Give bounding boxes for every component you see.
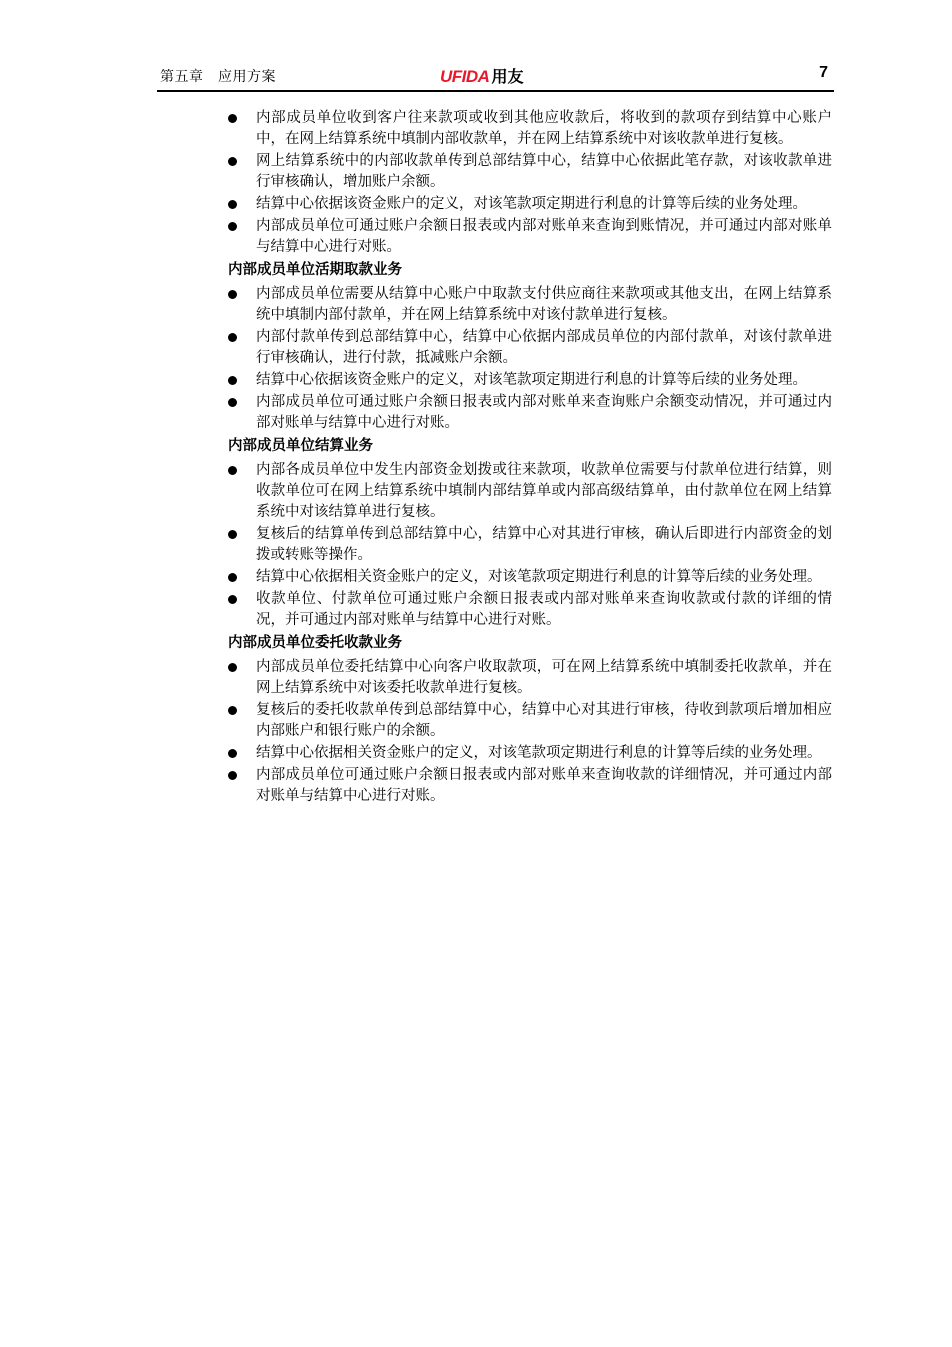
list-item <box>228 392 832 434</box>
list-item <box>228 108 832 150</box>
list-item-text: 内部成员单位收到客户往来款项或收到其他应收款后，将收到的款项存到结算中心账户中，在网上结算系统中填制内部收款单，并在网上结算系统中对该收款单进行复核。 <box>256 110 832 147</box>
bullet-icon <box>228 376 237 385</box>
section-title-entrusted-collection: 内部成员单位委托收款业务 <box>228 635 402 651</box>
page-header <box>157 64 834 92</box>
bullet-icon <box>228 333 237 342</box>
list-item <box>228 460 832 523</box>
list-item-text: 内部成员单位需要从结算中心账户中取款支付供应商往来款项或其他支出，在网上结算系统中填制内部付款单，并在网上结算系统中对该付款单进行复核。 <box>256 286 832 323</box>
list-item-text: 结算中心依据相关资金账户的定义，对该笔款项定期进行利息的计算等后续的业务处理。 <box>256 569 822 585</box>
section-bullet-list <box>228 657 832 807</box>
bullet-icon <box>228 290 237 299</box>
list-item <box>228 743 832 764</box>
section-title-demand-withdrawal: 内部成员单位活期取款业务 <box>228 262 402 278</box>
list-item <box>228 284 832 326</box>
list-item <box>228 194 832 215</box>
bullet-icon <box>228 663 237 672</box>
bullet-icon <box>228 114 237 123</box>
list-item <box>228 765 832 807</box>
list-item-text: 内部成员单位可通过账户余额日报表或内部对账单来查询收款的详细情况，并可通过内部对账单与结算中心进行对账。 <box>256 767 832 804</box>
list-item <box>228 589 832 631</box>
list-item <box>228 216 832 258</box>
list-item-text: 网上结算系统中的内部收款单传到总部结算中心，结算中心依据此笔存款，对该收款单进行审核确认，增加账户余额。 <box>256 153 832 190</box>
list-item <box>228 327 832 369</box>
bullet-icon <box>228 706 237 715</box>
section-title-settlement: 内部成员单位结算业务 <box>228 438 373 454</box>
list-item-text: 复核后的委托收款单传到总部结算中心，结算中心对其进行审核，待收到款项后增加相应内部账户和银行账户的余额。 <box>256 702 832 739</box>
ufida-logo <box>440 64 523 87</box>
chapter-title: 第五章 应用方案 <box>160 69 276 85</box>
list-item-text: 复核后的结算单传到总部结算中心，结算中心对其进行审核，确认后即进行内部资金的划拨或转账等操作。 <box>256 526 832 563</box>
bullet-icon <box>228 222 237 231</box>
logo-text-cn: 用友 <box>491 69 524 86</box>
bullet-icon <box>228 530 237 539</box>
list-item <box>228 657 832 699</box>
section-bullet-list <box>228 460 832 631</box>
list-item <box>228 151 832 193</box>
bullet-icon <box>228 398 237 407</box>
list-item <box>228 524 832 566</box>
logo-text-en: UFIDA <box>440 67 490 86</box>
list-item-text: 结算中心依据相关资金账户的定义，对该笔款项定期进行利息的计算等后续的业务处理。 <box>256 745 822 761</box>
bullet-icon <box>228 595 237 604</box>
list-item-text: 收款单位、付款单位可通过账户余额日报表或内部对账单来查询收款或付款的详细的情况，并可通过内部对账单与结算中心进行对账。 <box>256 591 832 628</box>
list-item-text: 内部付款单传到总部结算中心，结算中心依据内部成员单位的内部付款单，对该付款单进行审核确认，进行付款，抵减账户余额。 <box>256 329 832 366</box>
list-item-text: 内部成员单位可通过账户余额日报表或内部对账单来查询账户余额变动情况，并可通过内部对账单与结算中心进行对账。 <box>256 394 832 431</box>
list-item-text: 内部成员单位委托结算中心向客户收取款项，可在网上结算系统中填制委托收款单，并在网上结算系统中对该委托收款单进行复核。 <box>256 659 832 696</box>
bullet-icon <box>228 749 237 758</box>
list-item-text: 结算中心依据该资金账户的定义，对该笔款项定期进行利息的计算等后续的业务处理。 <box>256 372 807 388</box>
list-item <box>228 567 832 588</box>
list-item-text: 结算中心依据该资金账户的定义，对该笔款项定期进行利息的计算等后续的业务处理。 <box>256 196 807 212</box>
bullet-icon <box>228 771 237 780</box>
intro-bullet-list <box>228 108 832 258</box>
bullet-icon <box>228 157 237 166</box>
list-item <box>228 370 832 391</box>
page-number: 7 <box>819 64 828 81</box>
bullet-icon <box>228 200 237 209</box>
document-body <box>228 108 832 808</box>
list-item-text: 内部成员单位可通过账户余额日报表或内部对账单来查询到账情况，并可通过内部对账单与结算中心进行对账。 <box>256 218 832 255</box>
list-item <box>228 700 832 742</box>
bullet-icon <box>228 466 237 475</box>
list-item-text: 内部各成员单位中发生内部资金划拨或往来款项，收款单位需要与付款单位进行结算，则收款单位可在网上结算系统中填制内部结算单或内部高级结算单，由付款单位在网上结算系统中对该结算单进行复核。 <box>256 462 832 520</box>
bullet-icon <box>228 573 237 582</box>
section-bullet-list <box>228 284 832 434</box>
